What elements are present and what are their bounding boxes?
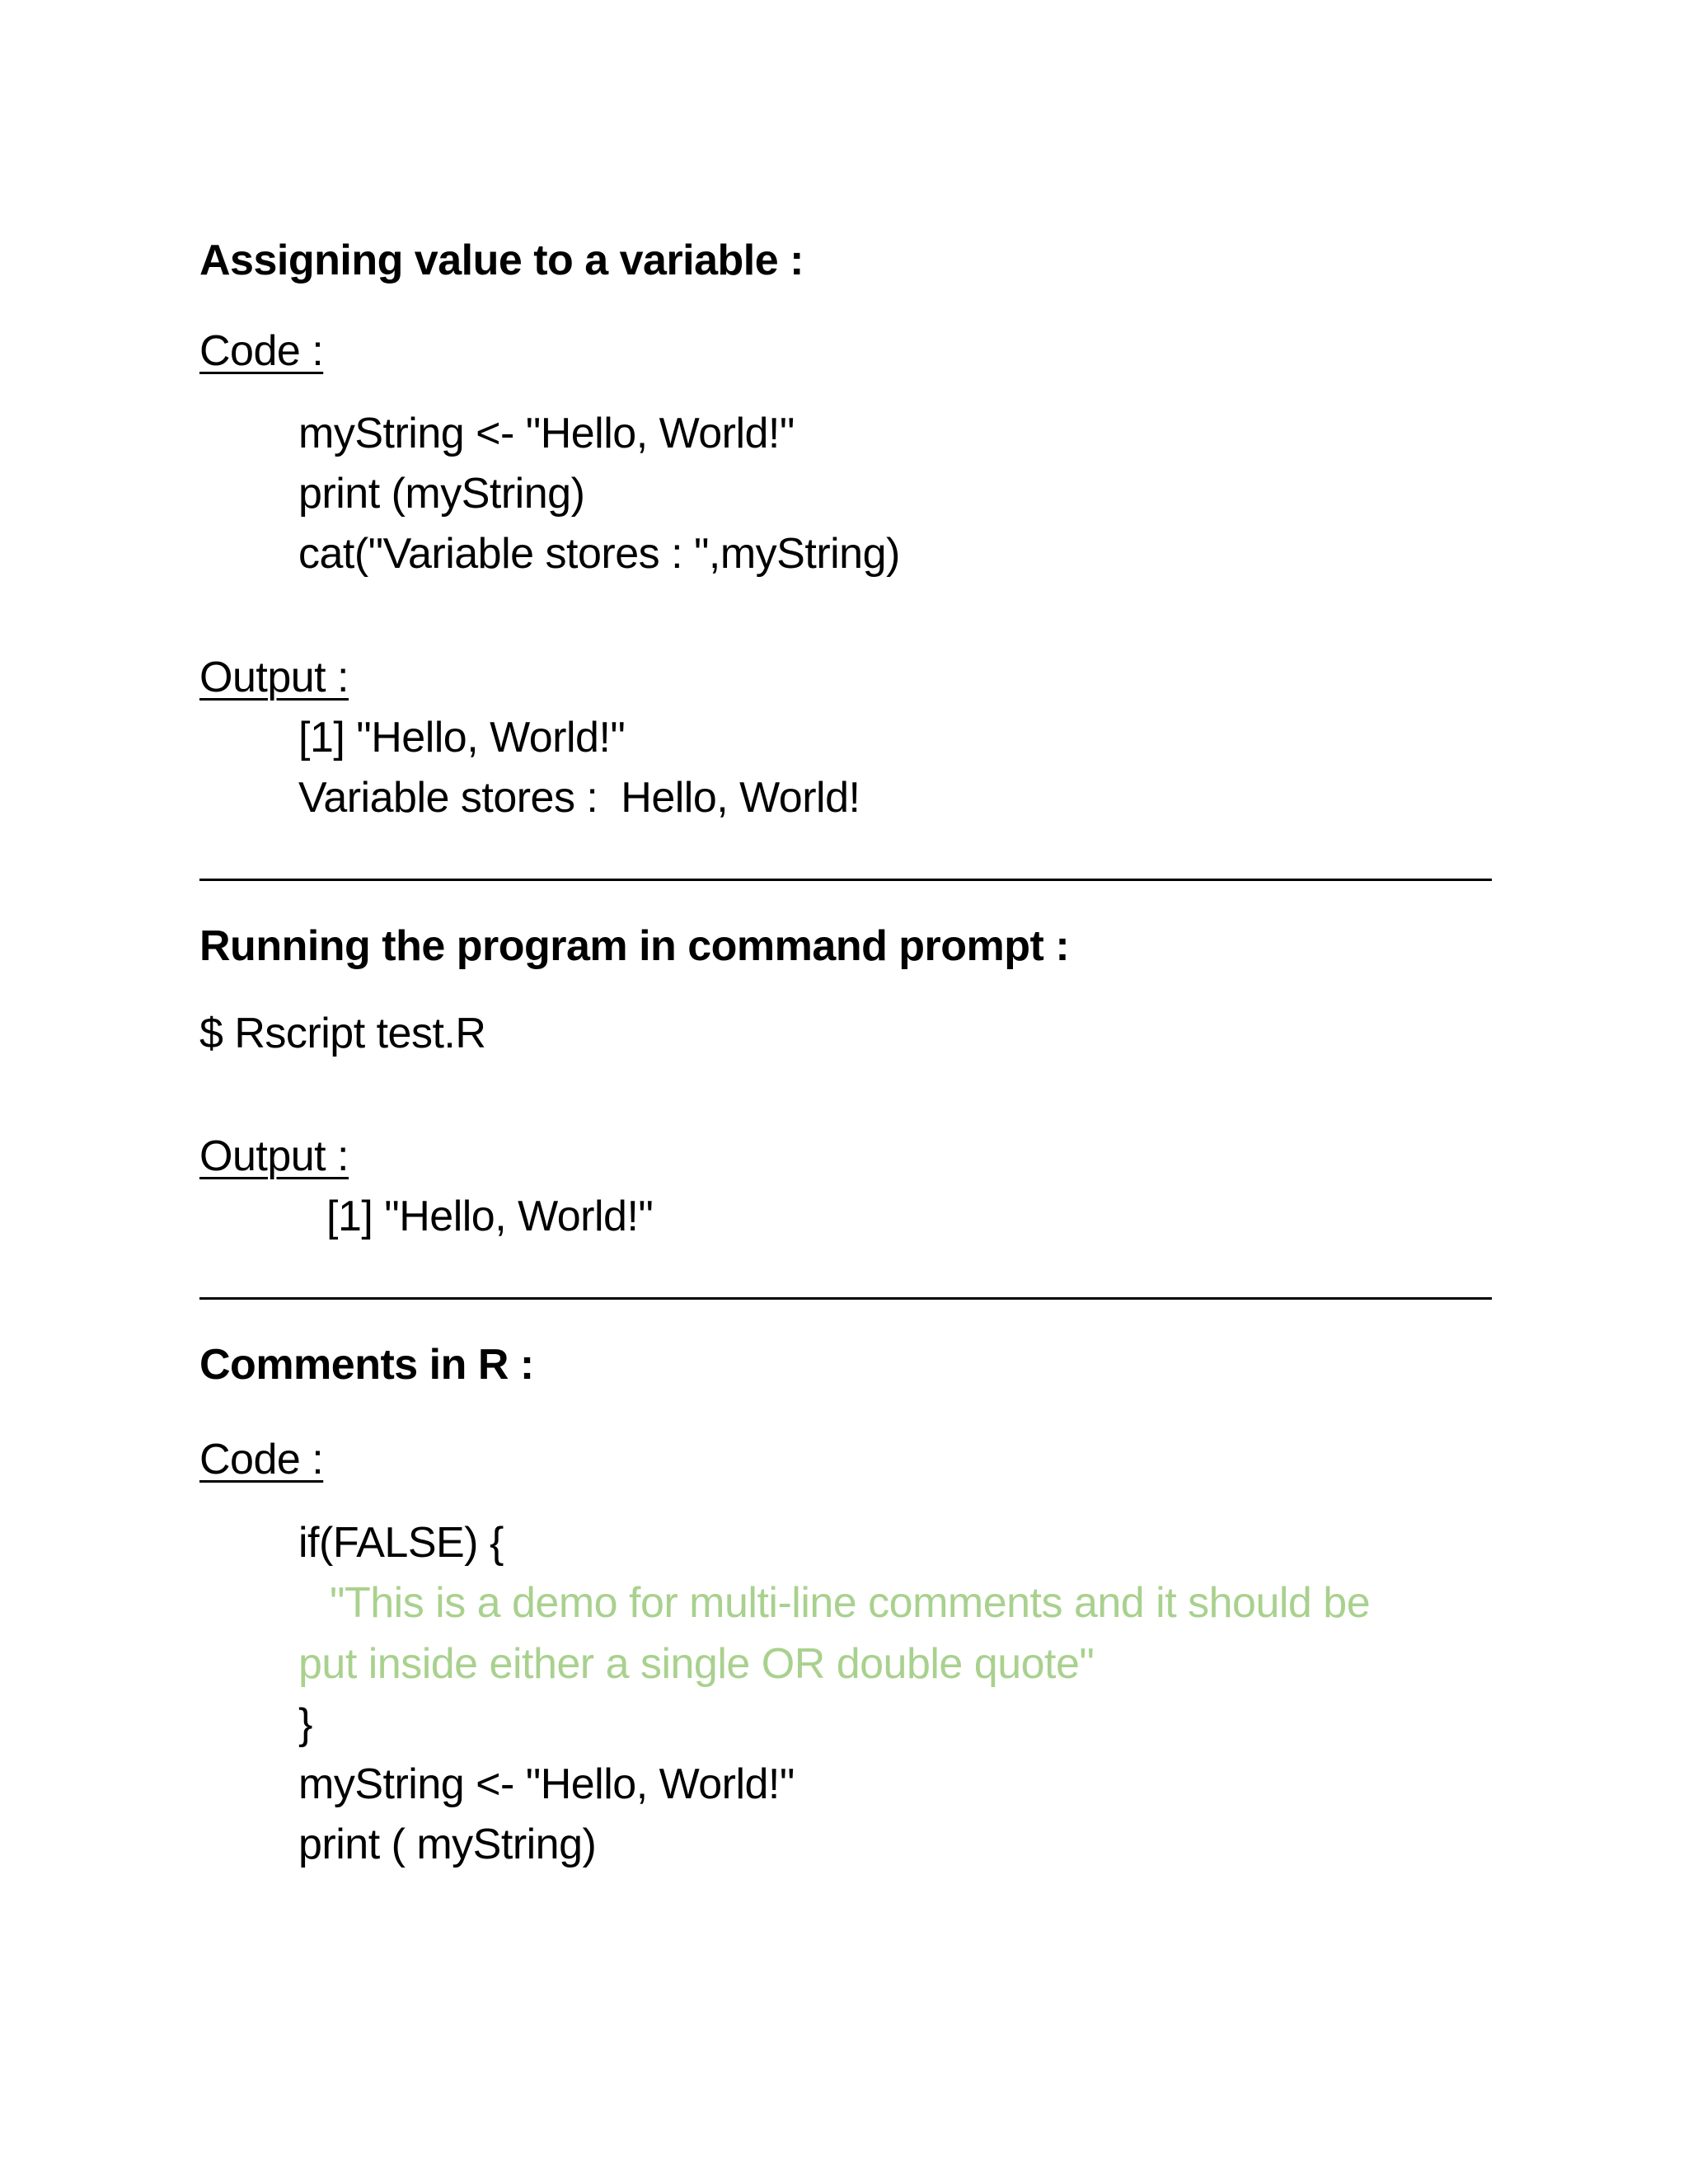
- divider-rule: [199, 879, 1492, 881]
- section1-code-label: Code :: [199, 327, 324, 375]
- section1-code-line: print (myString): [298, 470, 585, 518]
- section3-heading: Comments in R :: [199, 1341, 534, 1389]
- section3-code-line: myString <- "Hello, World!": [298, 1760, 795, 1808]
- section2-heading: Running the program in command prompt :: [199, 922, 1070, 970]
- section1-output-label: Output :: [199, 654, 349, 701]
- section2-output-label: Output :: [199, 1132, 349, 1180]
- section1-output-line: Variable stores : Hello, World!: [298, 774, 860, 822]
- section3-code-line: if(FALSE) {: [298, 1519, 504, 1567]
- section1-code-line: cat("Variable stores : ",myString): [298, 530, 900, 578]
- divider-rule: [199, 1297, 1492, 1300]
- command-line: $ Rscript test.R: [199, 1010, 486, 1057]
- section1-heading: Assigning value to a variable :: [199, 237, 804, 284]
- section1-output-line: [1] "Hello, World!": [298, 714, 626, 762]
- comment-line: put inside either a single OR double quote": [298, 1640, 1095, 1688]
- section2-output-line: [1] "Hello, World!": [326, 1193, 654, 1240]
- section1-code-line: myString <- "Hello, World!": [298, 410, 795, 457]
- section3-code-line: }: [298, 1700, 312, 1748]
- section3-code-line: print ( myString): [298, 1821, 597, 1868]
- section3-code-label: Code :: [199, 1436, 324, 1483]
- comment-line: "This is a demo for multi-line comments and it should be: [330, 1579, 1371, 1627]
